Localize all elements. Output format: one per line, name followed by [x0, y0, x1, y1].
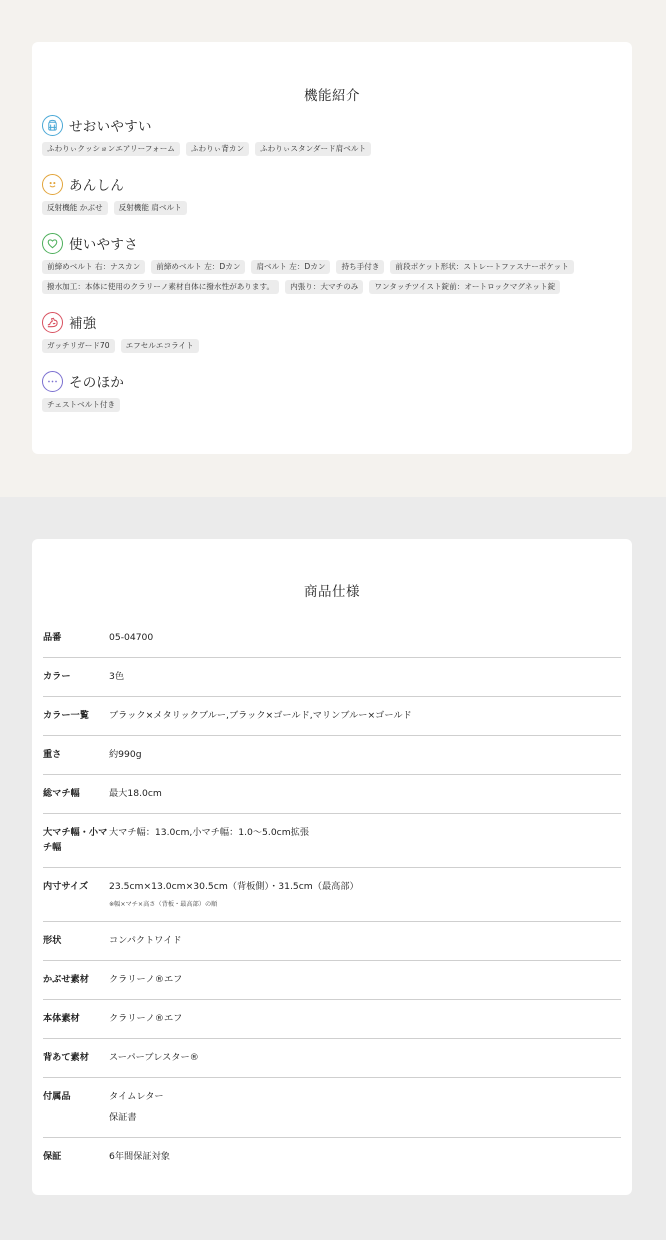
spec-value	[109, 1089, 164, 1125]
feature-tag: ガッチリガード70	[42, 339, 115, 353]
spec-row	[43, 922, 621, 961]
spec-row	[43, 1000, 621, 1039]
feature-tag: 前段ポケット形状：ストレートファスナーポケット	[390, 260, 573, 274]
spec-value-line: クラリーノ®エフ	[109, 974, 183, 985]
feature-name: そのほか	[69, 375, 125, 391]
features-list	[42, 114, 622, 418]
spec-value-line: タイムレター	[109, 1091, 164, 1102]
spec-value-line: 6年間保証対象	[109, 1151, 170, 1162]
spec-row	[43, 961, 621, 1000]
feature-tag: ふわりぃスタンダード肩ベルト	[255, 142, 371, 156]
spec-label: 付属品	[43, 1091, 71, 1102]
spec-value	[109, 708, 412, 723]
feature-group	[42, 114, 622, 162]
spec-value	[109, 786, 162, 801]
spec-value	[109, 747, 142, 762]
feature-tag: チェストベルト付き	[42, 398, 120, 412]
spec-title: 商品仕様	[304, 584, 360, 600]
spec-value-line: クラリーノ®エフ	[109, 1013, 183, 1024]
feature-tag: 持ち手付き	[336, 260, 384, 274]
spec-row	[43, 1138, 621, 1176]
arm-icon	[42, 312, 63, 333]
spec-row	[43, 868, 621, 922]
feature-tag: ふわりぃ背カン	[186, 142, 249, 156]
spec-value	[109, 630, 153, 645]
spec-table	[43, 619, 621, 1176]
spec-row	[43, 1039, 621, 1078]
feature-group	[42, 232, 622, 300]
feature-group	[42, 311, 622, 359]
spec-label: カラー	[43, 671, 71, 682]
spec-value-line: 約990g	[109, 749, 142, 760]
feature-tags	[42, 201, 622, 221]
feature-head	[42, 370, 622, 392]
feature-tags	[42, 260, 622, 300]
spec-value	[109, 825, 309, 855]
spec-card	[32, 539, 632, 1195]
feature-tag: ワンタッチツイスト錠前：オートロックマグネット錠	[369, 280, 560, 294]
spec-row	[43, 814, 621, 868]
features-card	[32, 42, 632, 454]
spec-label: 形状	[43, 935, 62, 946]
spec-value-line: スーパーブレスター®	[109, 1052, 199, 1063]
spec-value-line: 保証書	[109, 1112, 137, 1123]
spec-row	[43, 1078, 621, 1138]
feature-head	[42, 232, 622, 254]
spec-note: ※幅×マチ×高さ（背板・最高部）の順	[109, 901, 218, 908]
spec-value-line: 3色	[109, 671, 125, 682]
feature-name: 使いやすさ	[69, 237, 138, 253]
spec-value-line: 05-04700	[109, 632, 154, 643]
spec-label: 大マチ幅・小マチ幅	[43, 827, 108, 853]
more-icon	[42, 371, 63, 392]
feature-tag: 撥水加工：本体に使用のクラリーノ素材自体に撥水性があります。	[42, 280, 279, 294]
spec-value	[109, 933, 182, 948]
feature-name: 補強	[69, 316, 97, 332]
spec-label: 品番	[43, 632, 62, 643]
feature-head	[42, 173, 622, 195]
feature-tag: ふわりぃクッションエアリーフォーム	[42, 142, 180, 156]
feature-tag: 内張り：大マチのみ	[285, 280, 363, 294]
spec-label: 総マチ幅	[43, 788, 80, 799]
spec-section	[0, 497, 666, 1240]
feature-tag: 肩ベルト 左：Dカン	[251, 260, 330, 274]
spec-value-line: コンパクトワイド	[109, 935, 182, 946]
feature-tags	[42, 398, 622, 418]
spec-row	[43, 697, 621, 736]
spec-value	[109, 1050, 199, 1065]
spec-row	[43, 619, 621, 658]
feature-name: あんしん	[69, 178, 125, 194]
feature-group	[42, 370, 622, 418]
spec-value	[109, 879, 359, 909]
feature-group	[42, 173, 622, 221]
spec-row	[43, 658, 621, 697]
spec-value	[109, 1149, 170, 1164]
spec-label: カラー一覧	[43, 710, 89, 721]
spec-value	[109, 1011, 182, 1026]
spec-value-line: 23.5cm×13.0cm×30.5cm（背板側）・31.5cm（最高部）	[109, 881, 359, 892]
feature-tags	[42, 339, 622, 359]
feature-tag: 反射機能 肩ベルト	[114, 201, 187, 215]
feature-tag: 反射機能 かぶせ	[42, 201, 108, 215]
spec-value-line: 最大18.0cm	[109, 788, 162, 799]
feature-tags	[42, 142, 622, 162]
smile-icon	[42, 174, 63, 195]
heart-icon	[42, 233, 63, 254]
spec-value-line: ブラック×メタリックブルー,ブラック×ゴールド,マリンブルー×ゴールド	[109, 710, 412, 721]
feature-head	[42, 114, 622, 136]
spec-row	[43, 736, 621, 775]
spec-value	[109, 669, 124, 684]
feature-tag: 前締めベルト 左：Dカン	[151, 260, 245, 274]
spec-label: 保証	[43, 1151, 62, 1162]
spec-label: かぶせ素材	[43, 974, 89, 985]
backpack-icon	[42, 115, 63, 136]
spec-label: 重さ	[43, 749, 62, 760]
spec-label: 内寸サイズ	[43, 881, 89, 892]
feature-head	[42, 311, 622, 333]
spec-label: 背あて素材	[43, 1052, 89, 1063]
spec-label: 本体素材	[43, 1013, 80, 1024]
features-title: 機能紹介	[304, 88, 360, 104]
spec-row	[43, 775, 621, 814]
feature-name: せおいやすい	[69, 119, 152, 135]
spec-value	[109, 972, 182, 987]
spec-value-line: 大マチ幅：13.0cm,小マチ幅：1.0〜5.0cm拡張	[109, 827, 310, 838]
features-section	[0, 0, 666, 497]
feature-tag: 前締めベルト 右：ナスカン	[42, 260, 145, 274]
feature-tag: エフセルエコライト	[121, 339, 199, 353]
